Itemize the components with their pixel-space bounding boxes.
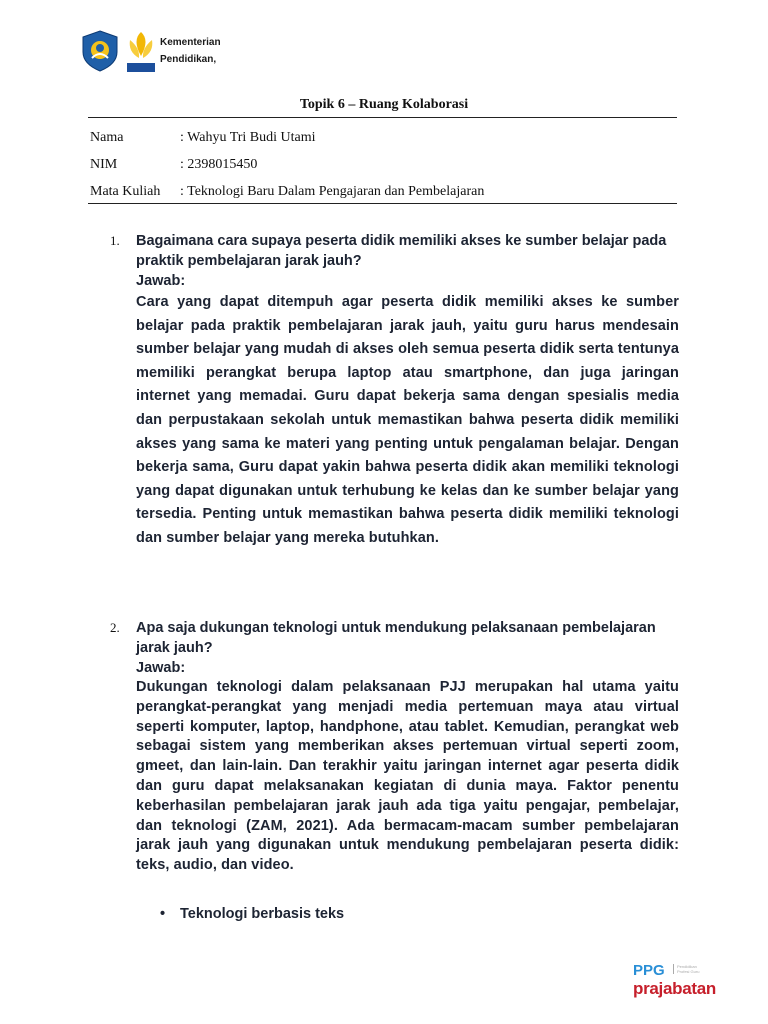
info-row-nim <box>90 151 484 178</box>
bullet-symbol: • <box>160 906 166 922</box>
bullet-text: Teknologi berbasis teks <box>180 906 345 922</box>
ppg-prajabatan-logo <box>633 962 733 1006</box>
divider-top <box>88 117 677 118</box>
answer-text: Dukungan teknologi dalam pelaksanaan PJJ merupakan hal utama yaitu perangkat-perangkat yang menjadi media pertemuan maya atau virtual seperti komputer, laptop, handphone, atau tablet. Kemudian, perangkat web sebagai sistem yang memberikan akses pertemuan virtual seperti zoom, gmeet, dan lain-lain. Dan terakhir yaitu jaringan internet agar peserta didik dan guru dapat melaksanakan kegiatan di dunia maya. Faktor penentu keberhasilan pembelajaran jarak jauh ada tiga yaitu pengajar, pembelajar, dan teknologi (ZAM, 2021). Ada bermacam-macam sumber pembelajaran jarak jauh yang digunakan untuk mendukung pembelajaran peserta didik: teks, audio, dan video. <box>136 679 679 874</box>
ministry-line-1: Kementerian <box>160 37 221 48</box>
question-number: 2. <box>110 620 120 635</box>
answer-text: Cara yang dapat ditempuh agar peserta didik memiliki akses ke sumber belajar pada praktik pembelajaran jarak jauh, yaitu guru harus mendesain sumber belajar yang mudah di akses oleh semua peserta didik serta tentunya memiliki perangkat berupa laptop atau smartphone, dan juga jaringan internet yang memadai. Guru dapat bekerja sama dengan spesialis media dan perpustakaan sekolah untuk memastikan bahwa peserta didik memiliki akses yang sama ke materi yang penting untuk pengalaman belajar. Dengan bekerja sama, Guru dapat yakin bahwa peserta didik akan memiliki teknologi yang dapat digunakan untuk terhubung ke kelas dan ke sumber belajar yang tersedia. Penting untuk memastikan bahwa peserta didik memiliki teknologi dan sumber belajar yang mereka butuhkan. <box>136 294 679 546</box>
ministry-name <box>160 34 221 68</box>
jawab-label: Jawab: <box>136 273 186 289</box>
ppg-subtitle: Pendidikan Profesi Guru <box>673 964 707 974</box>
page-title: Topik 6 – Ruang Kolaborasi <box>299 97 469 112</box>
question-number: 1. <box>110 233 120 248</box>
ministry-line-2: Pendidikan, <box>160 54 217 65</box>
info-label: Mata Kuliah <box>90 184 161 199</box>
question-text: Apa saja dukungan teknologi untuk mendukung pelaksanaan pembelajaran jarak jauh? <box>136 620 656 656</box>
info-label: Nama <box>90 130 124 145</box>
question-body <box>136 231 679 551</box>
divider-bottom <box>88 203 677 204</box>
question-text: Bagaimana cara supaya peserta didik memiliki akses ke sumber belajar pada praktik pembelajaran jarak jauh? <box>136 233 667 269</box>
question-body <box>136 618 679 876</box>
prajabatan-logo-text: prajabatan <box>633 979 716 998</box>
info-value: : Wahyu Tri Budi Utami <box>180 130 316 145</box>
student-info-table <box>90 124 484 205</box>
jawab-label: Jawab: <box>136 660 186 676</box>
info-row-mata-kuliah <box>90 178 484 205</box>
info-row-nama <box>90 124 484 151</box>
info-value: : 2398015450 <box>180 157 258 172</box>
ppg-logo-text: PPG <box>633 962 665 979</box>
info-label: NIM <box>90 157 118 172</box>
info-value: : Teknologi Baru Dalam Pengajaran dan Pembelajaran <box>180 184 485 199</box>
kemendikbud-logo-icon <box>80 30 120 72</box>
unnes-logo-icon <box>124 30 158 74</box>
